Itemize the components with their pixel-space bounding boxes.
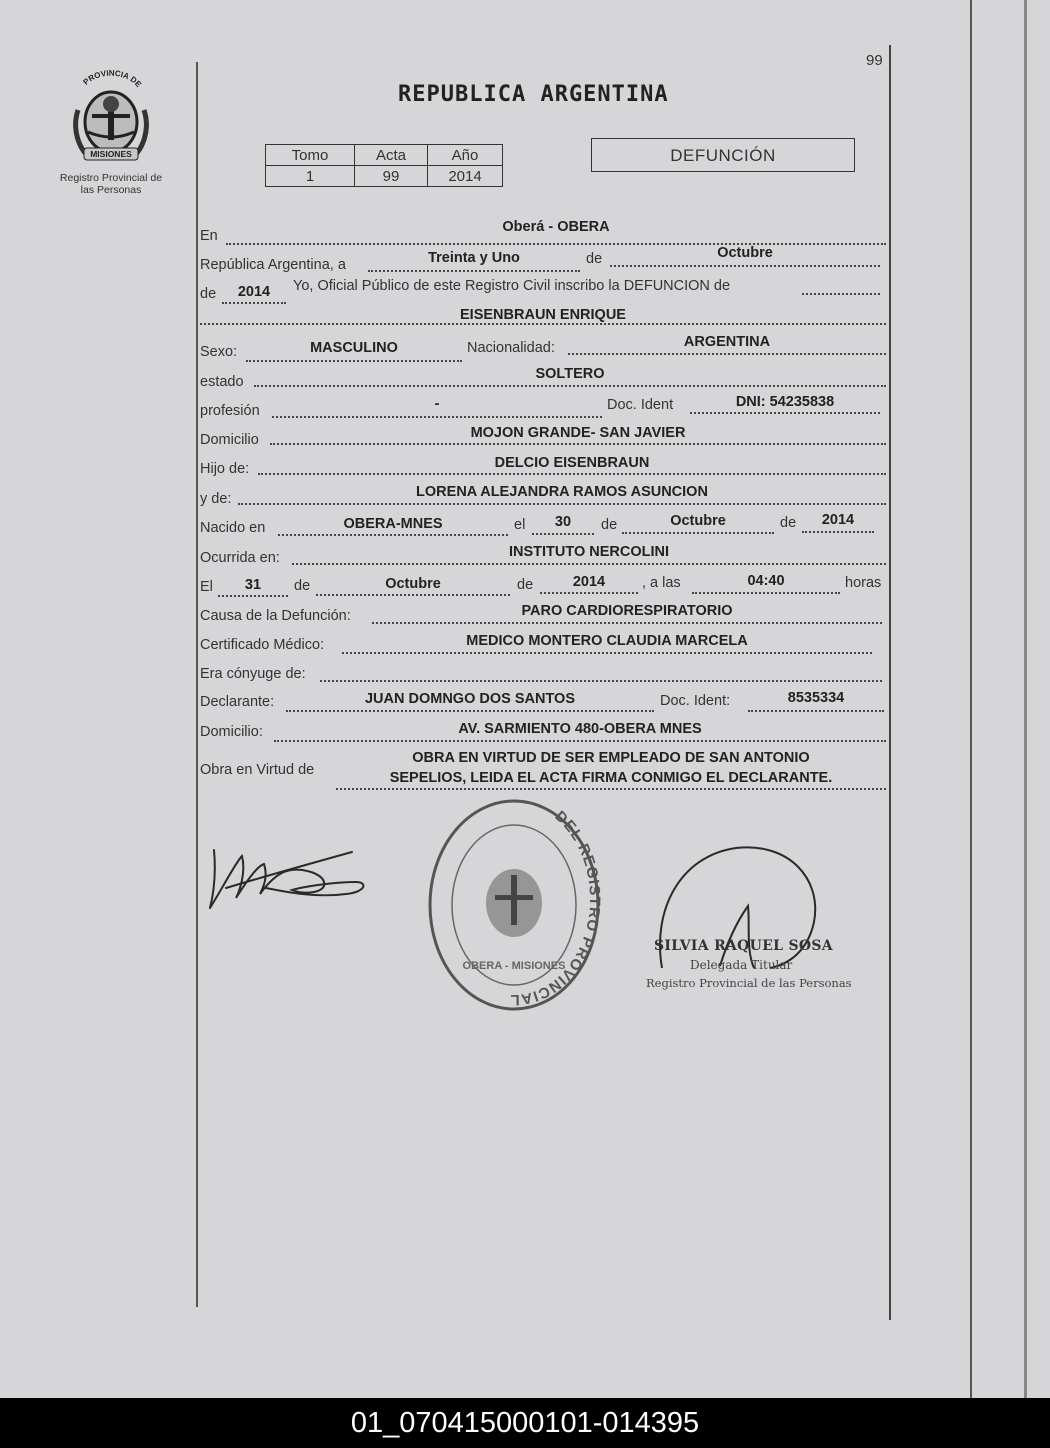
field-def-anio: 2014 — [572, 574, 606, 590]
label-obra: Obra en Virtud de — [200, 762, 315, 778]
label-profesion: profesión — [200, 403, 260, 419]
volume-value-acta: 99 — [355, 166, 428, 187]
field-nac-dia: 30 — [554, 514, 572, 530]
dotted-line — [368, 270, 580, 272]
label-sexo: Sexo: — [200, 344, 238, 360]
document-type-box: DEFUNCIÓN — [591, 138, 855, 172]
dotted-line — [610, 265, 880, 267]
dotted-line — [692, 592, 840, 594]
label-de: de — [601, 517, 618, 533]
label-nacionalidad: Nacionalidad: — [467, 340, 555, 356]
field-declarante: JUAN DOMNGO DOS SANTOS — [364, 691, 575, 707]
label-de: de — [294, 578, 311, 594]
field-doc-ident: DNI: 54235838 — [735, 394, 835, 410]
label-certificado: Certificado Médico: — [200, 637, 325, 653]
dotted-line — [200, 323, 886, 325]
field-certificado: MEDICO MONTERO CLAUDIA MARCELA — [466, 633, 748, 649]
field-fallecido: EISENBRAUN ENRIQUE — [460, 307, 626, 323]
label-nacido-en: Nacido en — [200, 520, 266, 536]
field-def-dia: 31 — [244, 577, 262, 593]
field-nacionalidad: ARGENTINA — [683, 334, 771, 350]
dotted-line — [372, 622, 882, 624]
field-declarante-doc: 8535334 — [787, 690, 845, 706]
label-horas: horas — [845, 575, 882, 591]
label-declarante: Declarante: — [200, 694, 275, 710]
field-def-hora: 04:40 — [747, 573, 785, 589]
dotted-line — [802, 293, 880, 295]
label-ocurrida-en: Ocurrida en: — [200, 550, 280, 566]
dotted-line — [278, 534, 508, 536]
dotted-line — [258, 473, 886, 475]
stamp-emblem-icon — [486, 869, 542, 937]
label-hijo-de: Hijo de: — [200, 461, 250, 477]
dotted-line — [292, 563, 886, 565]
label-de: de — [780, 515, 797, 531]
label-y-de: y de: — [200, 491, 232, 507]
field-nacido-en: OBERA-MNES — [343, 516, 443, 532]
label-de: de — [586, 251, 603, 267]
volume-value-tomo: 1 — [266, 166, 355, 187]
svg-text:PROVINCIA DE — [81, 70, 143, 89]
official-role: Delegada Titular — [690, 958, 793, 972]
label-de: de — [517, 577, 534, 593]
dotted-line — [222, 302, 286, 304]
dotted-line — [320, 680, 882, 682]
document-title: REPUBLICA ARGENTINA — [398, 82, 669, 107]
label-conyuge: Era cónyuge de: — [200, 666, 306, 682]
dotted-line — [286, 710, 654, 712]
emblem-text-top: PROVINCIA DE — [81, 70, 144, 89]
field-ocurrida-en: INSTITUTO NERCOLINI — [508, 544, 670, 560]
field-sexo: MASCULINO — [310, 340, 398, 356]
dotted-line — [336, 788, 886, 790]
volume-header-anio: Año — [428, 145, 503, 166]
label-republica: República Argentina, a — [200, 257, 346, 273]
footer-code: 01_070415000101-014395 — [0, 1398, 1050, 1448]
label-a-las: , a las — [642, 575, 681, 591]
field-padre: DELCIO EISENBRAUN — [494, 455, 650, 471]
dotted-line — [272, 416, 602, 418]
field-def-mes: Octubre — [385, 576, 441, 592]
volume-header-acta: Acta — [355, 145, 428, 166]
dotted-line — [254, 385, 886, 387]
official-name: SILVIA RAQUEL SOSA — [654, 938, 833, 954]
stamp-bottom-text: OBERA - MISIONES — [462, 960, 566, 972]
field-nac-mes: Octubre — [670, 513, 726, 529]
label-el: el — [514, 517, 526, 533]
left-margin-line — [196, 62, 198, 1307]
field-causa: PARO CARDIORESPIRATORIO — [521, 603, 733, 619]
label-el-cap: El — [200, 579, 213, 595]
dotted-line — [532, 533, 594, 535]
label-doc-ident-declarante: Doc. Ident: — [660, 693, 731, 709]
label-doc-ident: Doc. Ident — [607, 397, 674, 413]
field-madre: LORENA ALEJANDRA RAMOS ASUNCION — [416, 484, 708, 500]
registry-label: Registro Provincial de las Personas — [59, 172, 163, 196]
field-nac-anio: 2014 — [821, 512, 855, 528]
dotted-line — [568, 353, 886, 355]
page-number: 99 — [866, 52, 883, 69]
dotted-line — [748, 710, 884, 712]
dotted-line — [246, 360, 462, 362]
dotted-line — [622, 532, 774, 534]
label-en: En — [200, 228, 218, 244]
volume-header-tomo: Tomo — [266, 145, 355, 166]
field-declarante-domicilio: AV. SARMIENTO 480-OBERA MNES — [458, 721, 702, 737]
field-domicilio: MOJON GRANDE- SAN JAVIER — [470, 425, 686, 441]
dotted-line — [690, 412, 880, 414]
binding-edge-line — [1024, 0, 1027, 1398]
dotted-line — [218, 595, 288, 597]
field-profesion: - — [434, 396, 440, 412]
label-causa: Causa de la Defunción: — [200, 608, 351, 624]
declarant-signature — [206, 842, 372, 914]
dotted-line — [802, 531, 874, 533]
label-de-year: de — [200, 286, 217, 302]
dotted-line — [274, 740, 886, 742]
provincia-de-misiones-coat-of-arms-icon — [68, 70, 154, 164]
field-lugar: Oberá - OBERA — [502, 219, 610, 235]
right-margin-line — [889, 45, 891, 1320]
page-edge-line — [970, 0, 972, 1398]
field-dia-letras: Treinta y Uno — [428, 250, 520, 266]
label-yo-oficial: Yo, Oficial Público de este Registro Civil inscribo la DEFUNCION de — [293, 278, 731, 294]
dotted-line — [238, 503, 886, 505]
field-estado: SOLTERO — [535, 366, 605, 382]
dotted-line — [316, 594, 510, 596]
field-anio: 2014 — [237, 284, 271, 300]
field-mes: Octubre — [717, 245, 773, 261]
stamp-ring-text: DEL REGISTRO PROVINCIAL — [509, 807, 603, 1009]
field-obra-linea1: OBRA EN VIRTUD DE SER EMPLEADO DE SAN ANTONIO — [412, 750, 810, 766]
official-organization: Registro Provincial de las Personas — [646, 976, 852, 990]
label-domicilio: Domicilio — [200, 432, 259, 448]
volume-value-anio: 2014 — [428, 166, 503, 187]
dotted-line — [540, 592, 638, 594]
label-domicilio-declarante: Domicilio: — [200, 724, 263, 740]
volume-table — [265, 144, 503, 187]
dotted-line — [270, 443, 886, 445]
official-stamp — [425, 795, 603, 1015]
label-estado: estado — [200, 374, 244, 390]
field-obra-linea2: SEPELIOS, LEIDA EL ACTA FIRMA CONMIGO EL DECLARANTE. — [389, 770, 833, 786]
dotted-line — [342, 652, 872, 654]
emblem-text-bottom: MISIONES — [90, 149, 132, 159]
